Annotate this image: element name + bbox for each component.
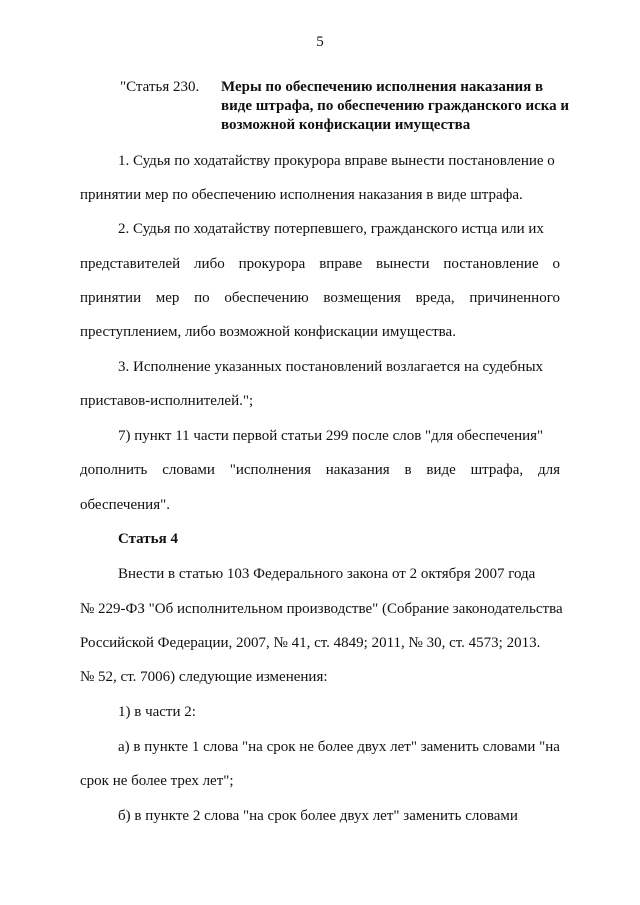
text-line-16: № 52, ст. 7006) следующие изменения:	[80, 669, 328, 685]
article-title: Меры по обеспечению исполнения наказания в виде штрафа, по обеспечению гражданского иска и возможной конфискации имущества	[221, 79, 570, 133]
text-line-3: 2. Судья по ходатайству потерпевшего, гражданского истца или их	[118, 221, 544, 237]
text-line-4: представителей либо прокурора вправе вынести постановление о	[80, 256, 560, 272]
text-line-18: а) в пункте 1 слова "на срок не более двух лет" заменить словами "на	[118, 739, 560, 755]
text-line-2: принятии мер по обеспечению исполнения наказания в виде штрафа.	[80, 187, 523, 203]
text-line-6: преступлением, либо возможной конфискации имущества.	[80, 324, 456, 340]
text-line-11: обеспечения".	[80, 497, 170, 513]
text-line-5: принятии мер по обеспечению возмещения вреда, причиненного	[80, 290, 560, 306]
text-line-9: 7) пункт 11 части первой статьи 299 после слов "для обеспечения"	[118, 428, 544, 444]
text-line-15: Российской Федерации, 2007, № 41, ст. 4849; 2011, № 30, ст. 4573; 2013.	[80, 635, 541, 651]
page-number: 5	[316, 34, 324, 50]
text-line-7: 3. Исполнение указанных постановлений возлагается на судебных	[118, 359, 544, 375]
text-line-8: приставов-исполнителей.";	[80, 393, 254, 409]
article-label: "Статья 230.	[120, 79, 200, 95]
text-line-19: срок не более трех лет";	[80, 773, 234, 789]
text-line-20: б) в пункте 2 слова "на срок более двух лет" заменить словами	[118, 808, 518, 824]
text-line-14: № 229-ФЗ "Об исполнительном производстве" (Собрание законодательства	[80, 601, 563, 617]
text-line-10: дополнить словами "исполнения наказания в виде штрафа, для	[80, 462, 560, 478]
text-line-13: Внести в статью 103 Федерального закона от 2 октября 2007 года	[118, 566, 536, 582]
text-line-1: 1. Судья по ходатайству прокурора вправе вынести постановление о	[118, 153, 555, 169]
article-4-heading: Статья 4	[118, 531, 178, 547]
text-line-17: 1) в части 2:	[118, 704, 196, 720]
